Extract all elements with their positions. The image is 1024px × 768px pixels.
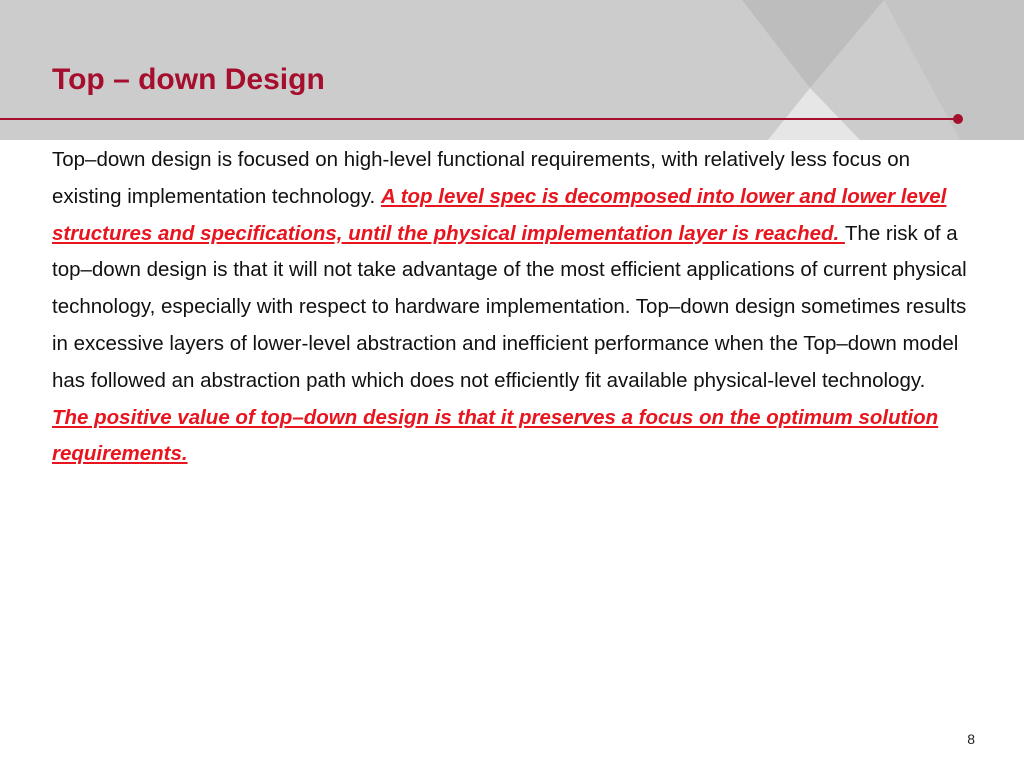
title-divider-dot: [953, 114, 963, 124]
title-divider-line: [0, 118, 956, 120]
body-text-part-2: The risk of a top–down design is that it will not take advantage of the most efficient applications of current physical technology, especially with respect to hardware implementation. Top–down design sometimes results in excessive layers of lower-level abstraction and inefficient performance when the Top–down model has followed an abstraction path which does not efficiently fit available physical-level technology.: [52, 221, 967, 392]
body-emphasis-2: The positive value of top–down design is that it preserves a focus on the optimum solution requirements.: [52, 405, 939, 466]
body-paragraph: [52, 142, 967, 473]
decor-triangle-dark: [742, 0, 884, 88]
body-text-part-1: Top–down design is focused on high-level functional requirements, with relatively less focus on existing implementation technology.: [52, 148, 911, 208]
body-emphasis-1: A top level spec is decomposed into lower and lower level structures and specifications, until the physical implementation layer is reached.: [52, 184, 947, 245]
decor-triangle-light: [768, 88, 860, 140]
page-number: 8: [967, 731, 975, 747]
slide-title: Top – down Design: [52, 63, 325, 96]
